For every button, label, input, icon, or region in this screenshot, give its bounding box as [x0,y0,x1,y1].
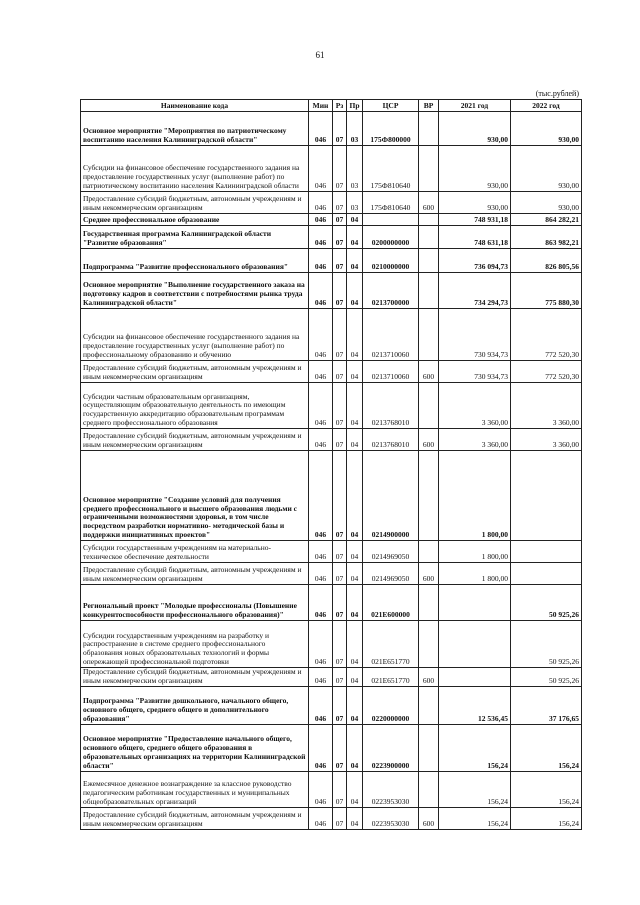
row-min: 046 [309,383,333,429]
row-vr [419,724,439,771]
row-csr: 0200000000 [363,226,419,249]
row-2022 [511,451,582,541]
row-name: Региональный проект "Молодые профессионалы (Повышение конкурентоспособности профессионального образования)" [81,585,309,621]
row-rz: 07 [333,563,347,585]
row-2022 [511,563,582,585]
table-row [81,429,582,451]
row-vr [419,226,439,249]
row-rz: 07 [333,214,347,226]
table-row [81,112,582,146]
row-min: 046 [309,724,333,771]
row-vr [419,146,439,192]
row-csr: 175Ф810640 [363,192,419,214]
row-name: Предоставление субсидий бюджетным, автономным учреждениям и иным некоммерческим организациям [81,668,309,687]
row-vr: 600 [419,429,439,451]
row-2021: 734 294,73 [439,273,511,309]
row-min: 046 [309,273,333,309]
row-vr [419,585,439,621]
row-rz: 07 [333,273,347,309]
row-vr [419,383,439,429]
row-rz: 07 [333,771,347,807]
header-2021: 2021 год [439,100,511,112]
row-name: Предоставление субсидий бюджетным, автономным учреждениям и иным некоммерческим организациям [81,807,309,829]
row-pr: 03 [347,192,363,214]
row-min: 046 [309,807,333,829]
table-row [81,226,582,249]
row-pr: 03 [347,146,363,192]
row-name: Предоставление субсидий бюджетным, автономным учреждениям и иным некоммерческим организациям [81,563,309,585]
row-min: 046 [309,771,333,807]
row-name: Субсидии на финансовое обеспечение государственного задания на предоставление государственных услуг (выполнение работ) по профессиональному образованию и обучению [81,309,309,361]
row-name: Основное мероприятие "Создание условий для получения среднего профессионального и высшего образования людьми с ограниченными возможностями здоровья, в том числе посредством разработки нормативно- методической базы и поддержки инициативных проектов" [81,451,309,541]
row-rz: 07 [333,192,347,214]
row-name: Предоставление субсидий бюджетным, автономным учреждениям и иным некоммерческим организациям [81,192,309,214]
row-2022: 826 805,56 [511,249,582,273]
row-2022: 864 282,21 [511,214,582,226]
row-2022: 3 360,00 [511,383,582,429]
row-csr: 0214900000 [363,451,419,541]
row-2021 [439,621,511,668]
row-rz: 07 [333,686,347,724]
row-csr: 0223900000 [363,724,419,771]
row-rz: 07 [333,451,347,541]
row-csr: 0214969050 [363,541,419,563]
row-min: 046 [309,192,333,214]
row-2021: 730 934,73 [439,361,511,383]
row-name: Основное мероприятие "Мероприятия по патриотическому воспитанию населения Калининградской области" [81,112,309,146]
row-pr: 04 [347,585,363,621]
row-vr [419,621,439,668]
table-row [81,585,582,621]
row-2021: 1 800,00 [439,541,511,563]
row-2021: 156,24 [439,807,511,829]
row-csr [363,214,419,226]
row-vr: 600 [419,192,439,214]
table-row [81,807,582,829]
row-min: 046 [309,361,333,383]
row-csr: 0220000000 [363,686,419,724]
row-rz: 07 [333,668,347,687]
row-2021: 3 360,00 [439,383,511,429]
row-vr [419,249,439,273]
row-name: Подпрограмма "Развитие профессионального образования" [81,249,309,273]
header-vr: ВР [419,100,439,112]
row-2022: 863 982,21 [511,226,582,249]
row-pr: 04 [347,724,363,771]
row-2022: 3 360,00 [511,429,582,451]
row-2022: 50 925,26 [511,585,582,621]
table-row [81,146,582,192]
row-vr: 600 [419,361,439,383]
page-number: 61 [315,50,325,60]
row-2022: 50 925,26 [511,668,582,687]
row-2022: 930,00 [511,146,582,192]
row-pr: 04 [347,771,363,807]
row-2021: 748 931,18 [439,214,511,226]
row-rz: 07 [333,112,347,146]
table-row [81,668,582,687]
row-rz: 07 [333,226,347,249]
row-min: 046 [309,451,333,541]
row-pr: 04 [347,807,363,829]
row-name: Субсидии на финансовое обеспечение государственного задания на предоставление государственных услуг (выполнение работ) по патриотическому воспитанию населения Калининградской области [81,146,309,192]
row-2022: 775 880,30 [511,273,582,309]
row-vr [419,309,439,361]
row-pr: 04 [347,686,363,724]
table-row [81,563,582,585]
row-pr: 04 [347,563,363,585]
row-pr: 04 [347,214,363,226]
header-csr: ЦСР [363,100,419,112]
table-row [81,771,582,807]
table-row [81,273,582,309]
row-vr: 600 [419,668,439,687]
row-vr [419,451,439,541]
table-row [81,249,582,273]
row-2022: 37 176,65 [511,686,582,724]
row-pr: 04 [347,621,363,668]
row-rz: 07 [333,383,347,429]
row-vr [419,273,439,309]
header-rz: Рз [333,100,347,112]
row-pr: 04 [347,383,363,429]
row-name: Субсидии государственным учреждениям на материально-техническое обеспечение деятельности [81,541,309,563]
row-2022: 156,24 [511,807,582,829]
row-pr: 04 [347,249,363,273]
row-rz: 07 [333,146,347,192]
table-body [81,112,582,830]
row-csr: 0214969050 [363,563,419,585]
row-csr: 0223953030 [363,771,419,807]
row-csr: 175Ф800000 [363,112,419,146]
units-label: (тыс.рублей) [535,89,579,98]
row-pr: 04 [347,541,363,563]
table-row [81,724,582,771]
row-rz: 07 [333,249,347,273]
row-2021: 930,00 [439,146,511,192]
header-name: Наименование кода [81,100,309,112]
row-name: Субсидии государственным учреждениям на разработку и распространение в системе среднего профессионального образования новых образовательных технологий и формы опережающей профессиональной подготовки [81,621,309,668]
row-csr: 021E600000 [363,585,419,621]
row-min: 046 [309,668,333,687]
table-row [81,621,582,668]
table-row [81,451,582,541]
row-rz: 07 [333,621,347,668]
row-pr: 04 [347,429,363,451]
row-csr: 0223953030 [363,807,419,829]
row-csr: 021E651770 [363,668,419,687]
row-pr: 04 [347,668,363,687]
row-csr: 021E651770 [363,621,419,668]
table-row [81,383,582,429]
row-csr: 175Ф810640 [363,146,419,192]
table-row [81,309,582,361]
row-csr: 0213768010 [363,383,419,429]
row-csr: 0213768010 [363,429,419,451]
row-rz: 07 [333,309,347,361]
budget-table [80,99,582,830]
row-2021: 12 536,45 [439,686,511,724]
row-vr [419,541,439,563]
row-2021 [439,585,511,621]
row-rz: 07 [333,429,347,451]
row-min: 046 [309,112,333,146]
row-pr: 04 [347,226,363,249]
row-2021: 930,00 [439,192,511,214]
row-name: Среднее профессиональное образование [81,214,309,226]
row-vr [419,686,439,724]
row-2021: 3 360,00 [439,429,511,451]
row-name: Основное мероприятие "Предоставление начального общего, основного общего, среднего общего образования в образовательных организациях на территории Калининградской области" [81,724,309,771]
row-name: Предоставление субсидий бюджетным, автономным учреждениям и иным некоммерческим организациям [81,429,309,451]
row-2021 [439,668,511,687]
row-name: Субсидии частным образовательным организациям, осуществляющим образовательную деятельность по имеющим государственную аккредитацию образовательным программам среднего профессионального образования [81,383,309,429]
row-min: 046 [309,146,333,192]
row-csr: 0210000000 [363,249,419,273]
row-name: Подпрограмма "Развитие дошкольного, начального общего, основного общего, среднего общего и дополнительного образования" [81,686,309,724]
table-header-row [81,100,582,112]
row-2021: 730 934,73 [439,309,511,361]
row-min: 046 [309,541,333,563]
row-rz: 07 [333,724,347,771]
table-row [81,541,582,563]
row-name: Основное мероприятие "Выполнение государственного заказа на подготовку кадров в соответствии с потребностями рынка труда Калининградской области" [81,273,309,309]
table-row [81,192,582,214]
row-csr: 0213710060 [363,309,419,361]
row-min: 046 [309,621,333,668]
row-csr: 0213700000 [363,273,419,309]
row-2021: 1 800,00 [439,563,511,585]
table-row [81,686,582,724]
row-pr: 03 [347,112,363,146]
row-2022: 930,00 [511,192,582,214]
row-2022: 156,24 [511,724,582,771]
row-min: 046 [309,686,333,724]
row-name: Предоставление субсидий бюджетным, автономным учреждениям и иным некоммерческим организациям [81,361,309,383]
row-2021: 156,24 [439,771,511,807]
table-row [81,361,582,383]
row-min: 046 [309,309,333,361]
row-rz: 07 [333,807,347,829]
row-min: 046 [309,226,333,249]
row-min: 046 [309,429,333,451]
header-min: Мин [309,100,333,112]
row-vr [419,214,439,226]
row-pr: 04 [347,361,363,383]
row-min: 046 [309,585,333,621]
row-vr: 600 [419,807,439,829]
row-2022: 772 520,30 [511,361,582,383]
row-csr: 0213710060 [363,361,419,383]
row-rz: 07 [333,361,347,383]
table-row [81,214,582,226]
row-vr: 600 [419,563,439,585]
header-pr: Пр [347,100,363,112]
row-pr: 04 [347,451,363,541]
row-min: 046 [309,249,333,273]
row-rz: 07 [333,541,347,563]
row-min: 046 [309,563,333,585]
row-2022 [511,541,582,563]
row-2021: 156,24 [439,724,511,771]
row-2021: 736 094,73 [439,249,511,273]
row-min: 046 [309,214,333,226]
row-vr [419,771,439,807]
row-2021: 1 800,00 [439,451,511,541]
row-pr: 04 [347,309,363,361]
row-vr [419,112,439,146]
row-name: Государственная программа Калининградской области "Развитие образования" [81,226,309,249]
row-name: Ежемесячное денежное вознаграждение за классное руководство педагогическим работникам государственных и муниципальных общеобразовательных организаций [81,771,309,807]
row-rz: 07 [333,585,347,621]
row-2022: 930,00 [511,112,582,146]
header-2022: 2022 год [511,100,582,112]
row-pr: 04 [347,273,363,309]
row-2021: 930,00 [439,112,511,146]
row-2022: 772 520,30 [511,309,582,361]
row-2022: 156,24 [511,771,582,807]
row-2022: 50 925,26 [511,621,582,668]
row-2021: 748 631,18 [439,226,511,249]
